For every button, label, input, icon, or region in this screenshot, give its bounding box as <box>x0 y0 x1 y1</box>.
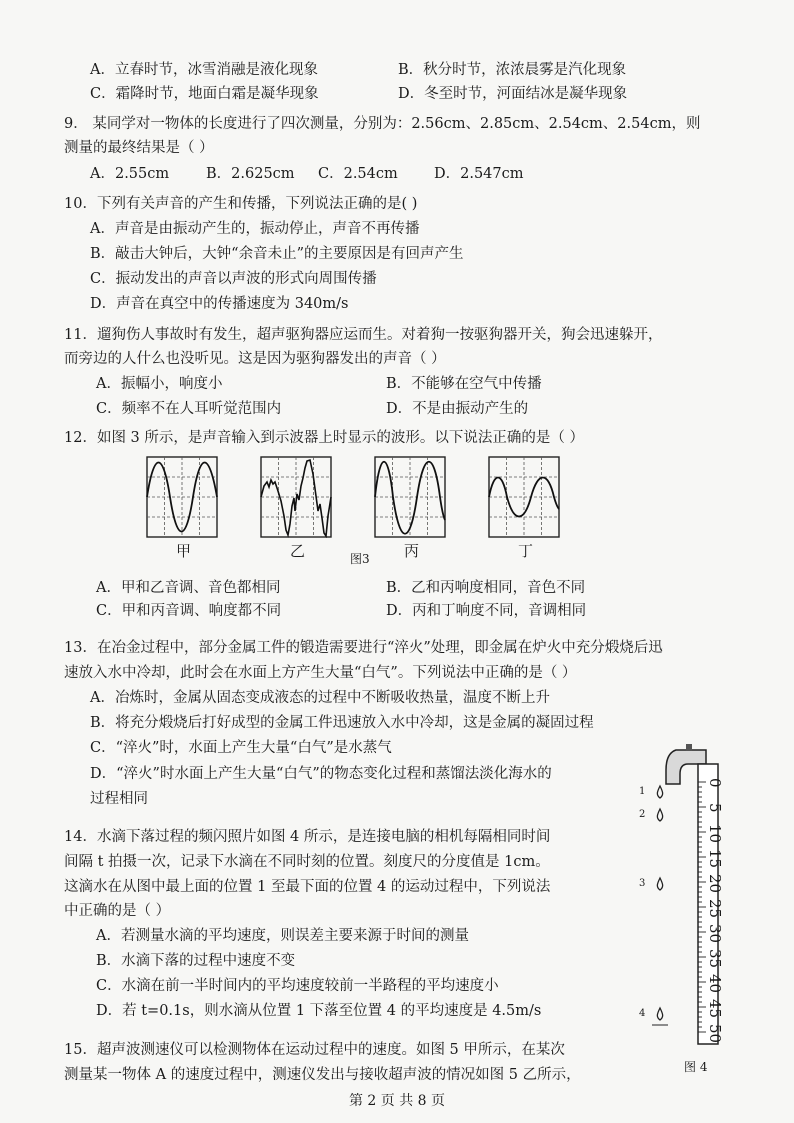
q11-stem-line2: 而旁边的人什么也没听见。这是因为驱狗器发出的声音（ ） <box>64 351 446 367</box>
q11-option-a: A．振幅小，响度小 <box>96 376 223 392</box>
waveform-bing <box>374 456 446 538</box>
q10-option-d: D．声音在真空中的传播速度为 340m/s <box>90 296 349 312</box>
fig3-label-yi: 乙 <box>290 542 306 560</box>
drop-label-2: 2 <box>639 809 646 820</box>
q14-stem-line1: 14．水滴下落过程的频闪照片如图 4 所示，是连接电脑的相机每隔相同时间 <box>64 829 551 845</box>
page-footer: 第 2 页 共 8 页 <box>348 1093 446 1109</box>
q9-option-d: D．2.547cm <box>434 166 524 182</box>
ruler-number-50: 50 <box>706 1024 724 1044</box>
q13-option-d-line1: D．“淬火”时水面上产生大量“白气”的物态变化过程和蒸馏法淡化海水的 <box>90 766 552 782</box>
fig3-label-bing: 丙 <box>404 542 420 560</box>
q9-option-a: A．2.55cm <box>90 166 170 182</box>
q12-option-b: B．乙和丙响度相同，音色不同 <box>386 580 586 596</box>
waveform-jia <box>146 456 218 538</box>
fig3-caption: 图3 <box>350 552 370 566</box>
ruler-number-20: 20 <box>706 874 724 894</box>
waveform-ding <box>488 456 560 538</box>
ruler-number-35: 35 <box>706 949 724 969</box>
q13-option-d-line2: 过程相同 <box>90 791 148 807</box>
q14-option-a: A．若测量水滴的平均速度，则误差主要来源于时间的测量 <box>96 928 469 944</box>
q13-option-b: B．将充分煅烧后打好成型的金属工件迅速放入水中冷却，这是金属的凝固过程 <box>90 715 594 731</box>
q8-option-a: A．立春时节，冰雪消融是液化现象 <box>90 62 318 78</box>
q8-option-b: B．秋分时节，浓浓晨雾是汽化现象 <box>398 62 627 78</box>
q10-stem: 10．下列有关声音的产生和传播，下列说法正确的是( ) <box>64 196 418 212</box>
q8-option-d: D．冬至时节，河面结冰是凝华现象 <box>398 86 628 102</box>
ruler-number-40: 40 <box>706 974 724 994</box>
q15-stem-line1: 15．超声波测速仪可以检测物体在运动过程中的速度。如图 5 甲所示，在某次 <box>64 1042 565 1058</box>
q14-stem-line3: 这滴水在从图中最上面的位置 1 至最下面的位置 4 的运动过程中，下列说法 <box>64 879 551 895</box>
q13-option-c: C．“淬火”时，水面上产生大量“白气”是水蒸气 <box>90 740 392 756</box>
q14-stem-line2: 间隔 t 拍摄一次，记录下水滴在不同时刻的位置。刻度尺的分度值是 1cm。 <box>64 854 550 870</box>
ruler-number-45: 45 <box>706 999 724 1019</box>
ruler-number-15: 15 <box>706 849 724 869</box>
ruler-number-30: 30 <box>706 924 724 944</box>
ruler-number-10: 10 <box>706 824 724 844</box>
q10-option-c: C．振动发出的声音以声波的形式向周围传播 <box>90 271 377 287</box>
drop-label-3: 3 <box>639 878 646 889</box>
q9-option-c: C．2.54cm <box>318 166 398 182</box>
ruler-number-0: 0 <box>706 778 724 788</box>
q9-option-b: B．2.625cm <box>206 166 295 182</box>
q13-stem-line2: 速放入水中冷却，此时会在水面上方产生大量“白气”。下列说法中正确的是（ ） <box>64 665 577 681</box>
drop-label-4: 4 <box>639 1008 646 1019</box>
q11-option-c: C．频率不在人耳听觉范围内 <box>96 401 282 417</box>
ruler-number-25: 25 <box>706 899 724 919</box>
q10-option-a: A．声音是由振动产生的，振动停止，声音不再传播 <box>90 221 420 237</box>
q12-stem: 12．如图 3 所示，是声音输入到示波器上时显示的波形。以下说法正确的是（ ） <box>64 430 585 446</box>
q11-stem-line1: 11．遛狗伤人事故时有发生，超声驱狗器应运而生。对着狗一按驱狗器开关，狗会迅速躲开， <box>64 327 663 343</box>
q9-stem-line2: 测量的最终结果是（ ） <box>64 140 214 156</box>
q14-option-c: C．水滴在前一半时间内的平均速度较前一半路程的平均速度小 <box>96 978 499 994</box>
q14-stem-line4: 中正确的是（ ） <box>64 903 171 919</box>
q15-stem-line2: 测量某一物体 A 的速度过程中，测速仪发出与接收超声波的情况如图 5 乙所示， <box>64 1067 581 1083</box>
q14-option-d: D．若 t=0.1s，则水滴从位置 1 下落至位置 4 的平均速度是 4.5m/s <box>96 1003 542 1019</box>
drop-label-1: 1 <box>639 786 646 797</box>
waveform-yi <box>260 456 332 538</box>
q13-option-a: A．冶炼时，金属从固态变成液态的过程中不断吸收热量，温度不断上升 <box>90 690 550 706</box>
ruler-number-5: 5 <box>706 803 724 813</box>
fig3-label-ding: 丁 <box>518 542 534 560</box>
q12-option-d: D．丙和丁响度不同，音调相同 <box>386 603 587 619</box>
q12-option-c: C．甲和丙音调、响度都不同 <box>96 603 282 619</box>
q10-option-b: B．敲击大钟后，大钟“余音未止”的主要原因是有回声产生 <box>90 246 464 262</box>
fig3-label-jia: 甲 <box>176 542 192 560</box>
q12-option-a: A．甲和乙音调、音色都相同 <box>96 580 281 596</box>
q8-option-c: C．霜降时节，地面白霜是凝华现象 <box>90 86 319 102</box>
q11-option-b: B．不能够在空气中传播 <box>386 376 542 392</box>
q9-stem-line1: 9． 某同学对一物体的长度进行了四次测量，分别为：2.56cm、2.85cm、2.54cm、2.54cm，则 <box>64 116 701 132</box>
fig4-caption: 图 4 <box>684 1060 708 1074</box>
q11-option-d: D．不是由振动产生的 <box>386 401 529 417</box>
q14-option-b: B．水滴下落的过程中速度不变 <box>96 953 296 969</box>
q13-stem-line1: 13．在冶金过程中，部分金属工件的锻造需要进行“淬火”处理，即金属在炉火中充分煅烧后迅 <box>64 640 663 656</box>
